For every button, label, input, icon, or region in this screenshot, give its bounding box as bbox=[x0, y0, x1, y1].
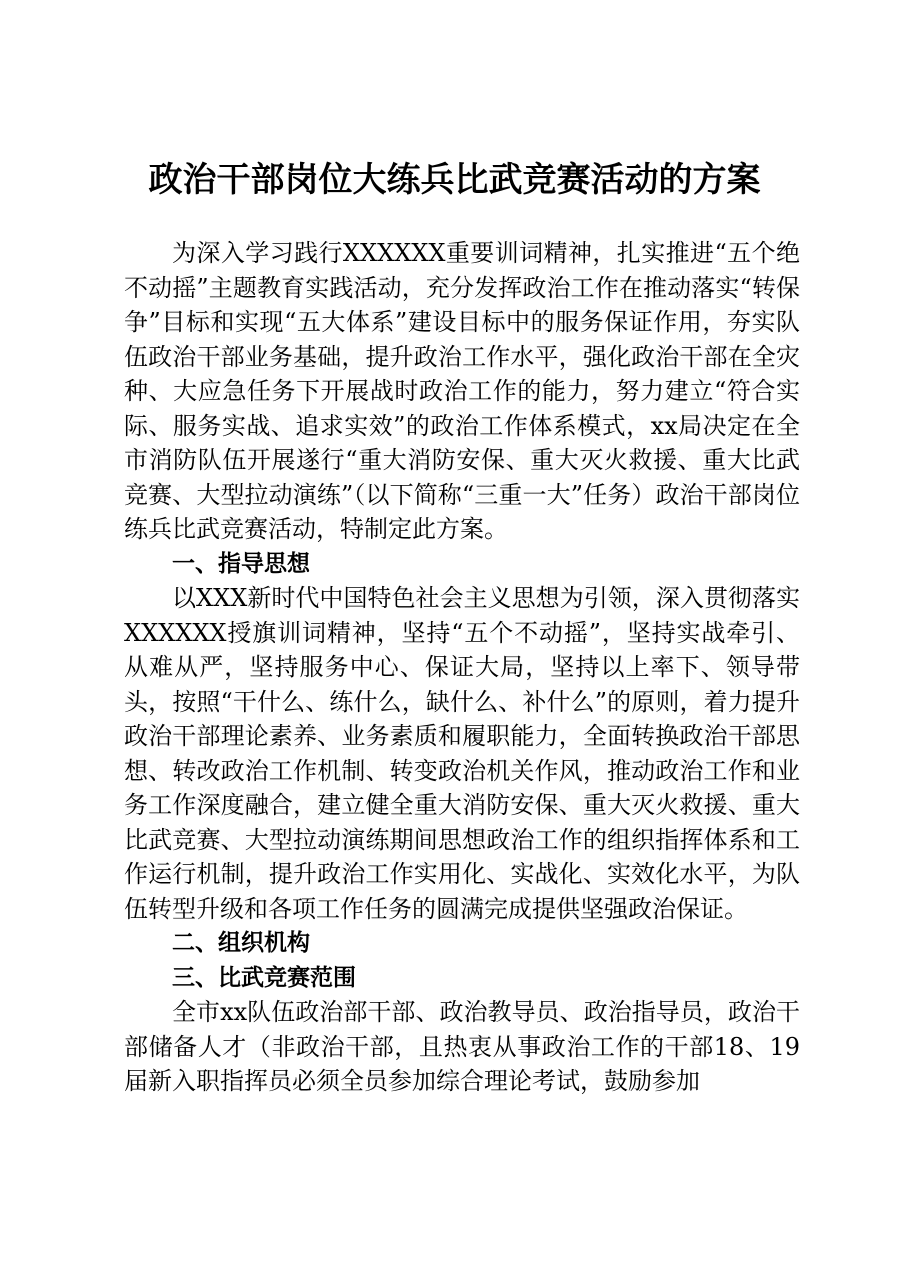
competition-scope-paragraph: 全市xx队伍政治部干部、政治教导员、政治指导员，政治干部储备人才（非政治干部，且热衷从事政治工作的干部18、19届新入职指挥员必须全员参加综合理论考试，鼓励参加 bbox=[124, 998, 800, 1095]
intro-paragraph: 为深入学习践行XXXXXX重要训词精神，扎实推进“五个绝不动摇”主题教育实践活动，充分发挥政治工作在推动落实“转保争”目标和实现“五大体系”建设目标中的服务保证作用，夯实队伍政治干部业务基础，提升政治工作水平，强化政治干部在全灾种、大应急任务下开展战时政治工作的能力，努力建立“符合实际、服务实战、追求实效”的政治工作体系模式，xx局决定在全市消防队伍开展遂行“重大消防安保、重大灭火救援、重大比武竞赛、大型拉动演练”（以下简称“三重一大”任务）政治干部岗位练兵比武竞赛活动，特制定此方案。 bbox=[124, 239, 800, 543]
document-body bbox=[124, 236, 800, 1099]
section-heading-competition-scope: 三、比武竞赛范围 bbox=[172, 964, 356, 991]
section-heading-guiding-ideology: 一、指导思想 bbox=[172, 550, 310, 577]
document-title: 政治干部岗位大练兵比武竞赛活动的方案 bbox=[148, 160, 761, 200]
section-heading-organization: 二、组织机构 bbox=[172, 930, 310, 956]
guiding-ideology-paragraph: 以XXX新时代中国特色社会主义思想为引领，深入贯彻落实XXXXXX授旗训词精神，坚持“五个不动摇”，坚持实战牵引、从难从严，坚持服务中心、保证大局，坚持以上率下、领导带头，按照“干什么、练什么，缺什么、补什么”的原则，着力提升政治干部理论素养、业务素质和履职能力，全面转换政治干部思想、转改政治工作机制、转变政治机关作风，推动政治工作和业务工作深度融合，建立健全重大消防安保、重大灭火救援、重大比武竞赛、大型拉动演练期间思想政治工作的组织指挥体系和工作运行机制，提升政治工作实用化、实战化、实效化水平，为队伍转型升级和各项工作任务的圆满完成提供坚强政治保证。 bbox=[124, 584, 800, 923]
